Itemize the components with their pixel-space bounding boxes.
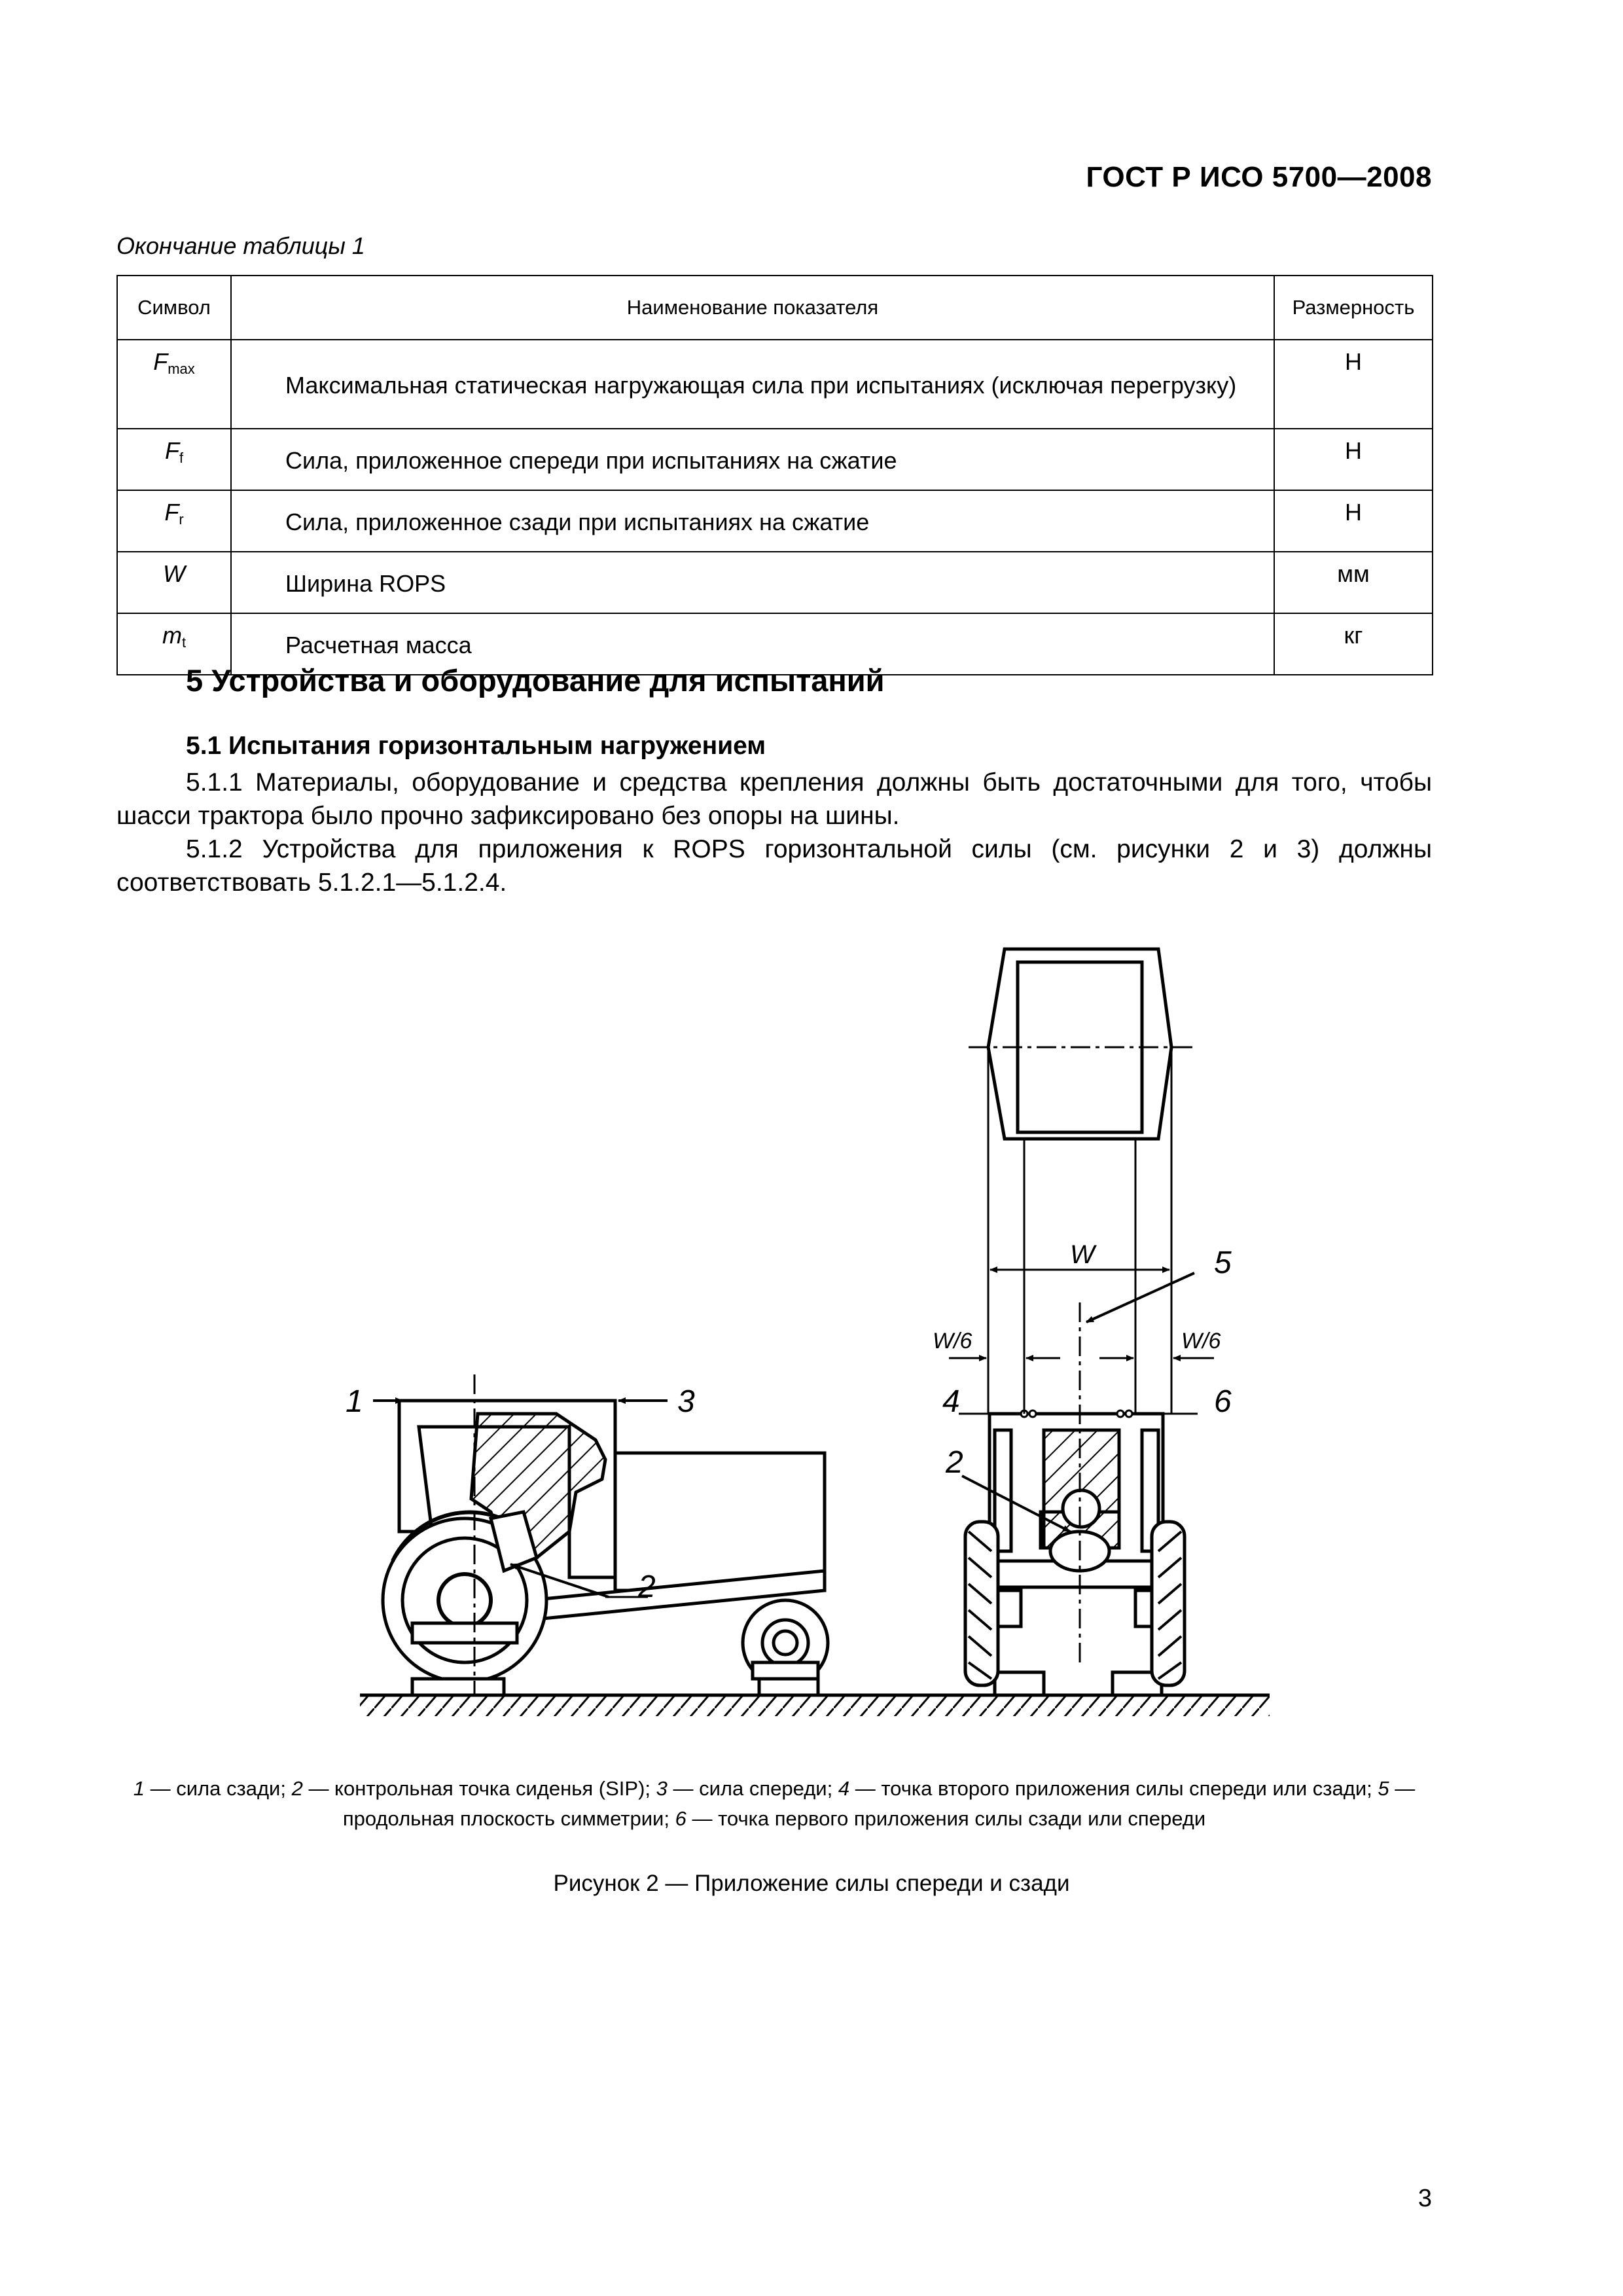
column-header-name: Наименование показателя — [231, 276, 1274, 340]
label-1: 1 — [346, 1384, 363, 1419]
table-header-row — [117, 276, 1433, 340]
page-number: 3 — [1418, 2185, 1432, 2212]
unit-cell: Н — [1274, 490, 1433, 552]
label-2-side: 2 — [638, 1570, 656, 1604]
name-cell: Сила, приложенное спереди при испытаниях на сжатие — [231, 429, 1274, 490]
section-title: 5 Устройства и оборудование для испытаний — [186, 663, 885, 698]
unit-cell: Н — [1274, 429, 1433, 490]
paragraph-5-1-2: 5.1.2 Устройства для приложения к ROPS горизонтальной силы (см. рисунки 2 и 3) должны соответствовать 5.1.2.1—5.1.2.4. — [116, 835, 1432, 897]
document-header: ГОСТ Р ИСО 5700—2008 — [1086, 161, 1432, 193]
label-w: W — [1070, 1240, 1095, 1269]
column-header-symbol: Символ — [117, 276, 231, 340]
ground-line — [360, 1695, 1270, 1716]
name-cell: Сила, приложенное сзади при испытаниях на сжатие — [231, 490, 1274, 552]
table-row — [117, 552, 1433, 613]
name-cell: Максимальная статическая нагружающая сила при испытаниях (исключая перегрузку) — [231, 340, 1274, 429]
side-view-tractor — [383, 1401, 828, 1695]
tractor-force-diagram — [340, 942, 1289, 1761]
label-5: 5 — [1214, 1246, 1232, 1280]
symbol-cell: $F_f$ — [117, 429, 231, 490]
label-2-front: 2 — [946, 1445, 963, 1480]
table-row — [117, 429, 1433, 490]
symmetry-leader — [1086, 1273, 1194, 1322]
table-row — [117, 340, 1433, 429]
name-cell: Расчетная масса — [231, 613, 1274, 675]
symbol-cell: $F_{max}$ — [117, 340, 231, 429]
unit-cell: Н — [1274, 340, 1433, 429]
name-cell: Ширина ROPS — [231, 552, 1274, 613]
figure-legend: 1 — сила сзади; 2 — контрольная точка сиденья (SIP); 3 — сила спереди; 4 — точка второго приложения силы спереди или сзади; 5 — продольная плоскость симметрии; 6 — точка первого приложения силы сзади или спереди — [133, 1777, 1416, 1830]
symbol-cell: $m_t$ — [117, 613, 231, 675]
paragraph-5-1-1: 5.1.1 Материалы, оборудование и средства крепления должны быть достаточными для того, чтобы шасси трактора было прочно зафиксировано без опоры на шины. — [116, 768, 1432, 830]
column-header-unit: Размерность — [1274, 276, 1433, 340]
label-4: 4 — [942, 1384, 960, 1419]
figure-caption: Рисунок 2 — Приложение силы спереди и сзади — [553, 1871, 1070, 1896]
symbol-cell: $F_r$ — [117, 490, 231, 552]
table-caption: Окончание таблицы 1 — [116, 232, 365, 259]
symbol-cell: W — [117, 552, 231, 613]
unit-cell: мм — [1274, 552, 1433, 613]
label-w6-right: W/6 — [1181, 1329, 1221, 1354]
subsection-title: 5.1 Испытания горизонтальным нагружением — [186, 732, 766, 760]
unit-cell: кг — [1274, 613, 1433, 675]
label-6: 6 — [1214, 1384, 1232, 1419]
table-row — [117, 490, 1433, 552]
indicator-table — [116, 275, 1433, 675]
label-3: 3 — [677, 1384, 695, 1419]
operator-silhouette-front — [1044, 1430, 1119, 1571]
label-w6-left: W/6 — [933, 1329, 972, 1354]
